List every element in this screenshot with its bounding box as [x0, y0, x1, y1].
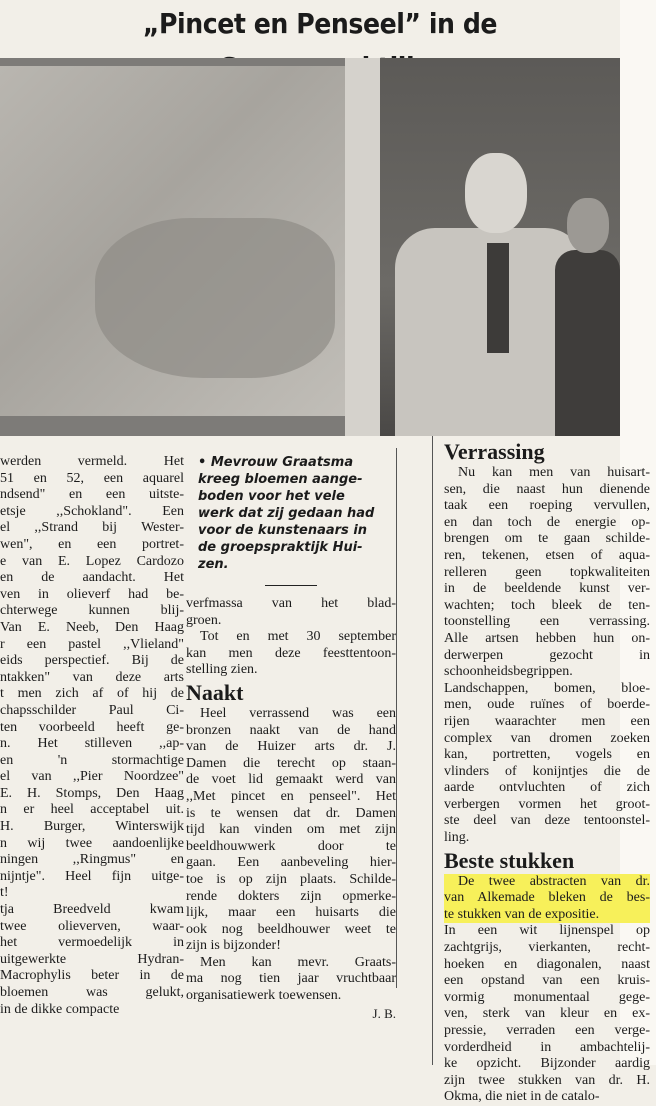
speaker-head	[465, 153, 527, 233]
text-line: tja Breedveld kwam	[0, 902, 184, 918]
text-line: het vermoedelijk in	[0, 935, 184, 951]
text-line: eids perspectief. Bij de	[0, 653, 184, 669]
text-line: etsje ,,Schokland". Een	[0, 503, 184, 519]
text-line: ndsend" en een uitste-	[0, 487, 184, 503]
text-line: r een pastel ,,Vlieland"	[0, 636, 184, 652]
signature: J. B.	[372, 1005, 396, 1021]
text-line: groen.	[186, 612, 222, 628]
text-line: vlinders of konijntjes die de	[444, 763, 650, 779]
text-line: 51 en 52, een aquarel	[0, 470, 184, 486]
text-line: lijk, maar een huisarts die	[186, 905, 396, 921]
text-line: sen, die naast hun dienende	[444, 481, 650, 497]
text-line: rijen waarachter men een	[444, 713, 650, 729]
text-line: voor de kunstenaars in	[198, 523, 368, 538]
text-line: De twee abstracten van dr.	[458, 873, 650, 889]
text-line: ste deel van deze tentoonstel-	[444, 813, 650, 829]
text-line: Heel verrassend was een	[200, 705, 396, 721]
text-line: gaan. Een aanbeveling hier-	[186, 855, 396, 871]
headline: „Pincet en Penseel” in de	[142, 7, 498, 40]
text-line: de voet lid gemaakt werd van	[186, 772, 396, 788]
paragraph-bladgroen	[186, 596, 396, 629]
paragraph-beste-stukken	[444, 923, 650, 1106]
text-line: Van E. Neeb, Den Haag	[0, 619, 184, 635]
text-line: organisatiewerk toewensen.	[186, 988, 342, 1004]
text-line: wen", en een portret-	[0, 536, 184, 552]
text-line: van de Huizer arts dr. J.	[186, 739, 396, 755]
text-line: verfmassa van het blad-	[186, 596, 396, 611]
text-line: vorderdheid in ambachtelij-	[444, 1039, 650, 1055]
text-line: Nu kan men van huisart-	[458, 465, 650, 480]
text-line: tijd kan vinden om met zijn	[186, 822, 396, 838]
column-rule-middle	[396, 448, 397, 988]
text-line: ma nog tien jaar vruchtbaar	[186, 971, 396, 987]
text-line: en de aandacht. Het	[0, 570, 184, 586]
text-line: in de beeldende kunst ver-	[444, 581, 650, 597]
text-line: in de dikke compacte	[0, 1001, 120, 1017]
text-line: Okma, die niet in de catalo-	[444, 1089, 600, 1105]
text-line: aarde ontvluchten of zich	[444, 780, 650, 796]
text-line: twee olieverven, waar-	[0, 918, 184, 934]
text-line: is te wensen dat dr. Damen	[186, 805, 396, 821]
text-line: toonstelling een verrassing.	[444, 614, 650, 630]
text-line: n er heel acceptabel uit.	[0, 802, 184, 818]
text-line: E. H. Stomps, Den Haag	[0, 785, 184, 801]
photo-caption	[186, 454, 396, 573]
column-left	[0, 454, 184, 1018]
text-line: vormig monumentaal gege-	[444, 989, 650, 1005]
text-line: nijntje". Heel fijn uitge-	[0, 868, 184, 884]
text-line: wachten; toch bleek de ten-	[444, 597, 650, 613]
text-line: Damen die terecht op staan-	[186, 755, 396, 771]
paragraph-verrassing	[444, 465, 650, 847]
text-line: uitgewerkte Hydran-	[0, 951, 184, 967]
text-line: kreeg bloemen aange-	[198, 472, 363, 487]
subhead-naakt: Naakt	[186, 679, 244, 705]
column-middle	[186, 454, 396, 1022]
text-line: zen.	[198, 557, 229, 572]
highlighted-paragraph	[444, 874, 650, 924]
bystander-body	[555, 250, 620, 436]
text-line: bronzen naakt van de hand	[186, 722, 396, 738]
column-right	[444, 438, 650, 1106]
paragraph-tot-en-met	[186, 629, 396, 679]
text-line: H. Burger, Winterswijk	[0, 819, 184, 835]
text-line: n. Het stilleven ,,ap-	[0, 736, 184, 752]
text-line: Tot en met 30 september	[200, 629, 396, 645]
text-line: t men zich af of hij de	[0, 686, 184, 702]
text-line: kan men deze feesttentoon-	[186, 645, 396, 661]
photo-bystander	[555, 198, 620, 436]
text-line: beeldhouwwerk door te	[186, 838, 396, 854]
text-line: Men kan mevr. Graats-	[200, 954, 396, 970]
text-line: taak een roeping vervullen,	[444, 498, 650, 514]
bystander-head	[567, 198, 609, 253]
text-line: • Mevrouw Graatsma	[198, 455, 354, 470]
text-line: Alle artsen hebben hun on-	[444, 630, 650, 646]
text-line: ven, sterk van kleur en ex-	[444, 1006, 650, 1022]
text-line: te stukken van de expositie.	[444, 906, 600, 922]
text-line: hoeken en diagonalen, naast	[444, 956, 650, 972]
text-line: derwerpen gezocht in	[444, 647, 650, 663]
speaker-tie	[487, 243, 509, 353]
text-line: van Alkemade bleken de bes-	[444, 890, 650, 906]
text-line: verbergen vormen het groot-	[444, 796, 650, 812]
text-line: rende dokters zijn opmerke-	[186, 888, 396, 904]
text-line: ling.	[444, 830, 470, 846]
column-rule-right	[432, 436, 433, 1065]
text-line: toe is op zijn plaats. Schilde-	[186, 871, 396, 887]
subhead-verrassing: Verrassing	[444, 439, 545, 464]
text-line: boden voor het vele	[198, 489, 345, 504]
text-line: en 'n stormachtige	[0, 752, 184, 768]
text-line: zijn twee stukken van dr. H.	[444, 1072, 650, 1088]
text-line: n wij twee aandoenlijke	[0, 835, 184, 851]
caption-rule	[265, 585, 317, 586]
subhead-beste-stukken: Beste stukken	[444, 847, 575, 873]
text-line: ke opzicht. Bijzonder aardig	[444, 1056, 650, 1072]
photo-frame-edge	[345, 58, 380, 436]
text-line: e van E. Lopez Cardozo	[0, 553, 184, 569]
text-line: werk dat zij gedaan had	[198, 506, 375, 521]
text-line: complex van dromen zoeken	[444, 730, 650, 746]
text-line: schoonheidsbegrippen.	[444, 664, 573, 680]
text-line: t!	[0, 885, 9, 901]
text-line: ven in olieverf had be-	[0, 586, 184, 602]
text-line: bloemen was gelukt,	[0, 985, 184, 1000]
text-line: een opstand van een kruis-	[444, 973, 650, 989]
text-line: de groepspraktijk Hui-	[198, 540, 363, 555]
text-line: el van ,,Pier Noordzee"	[0, 769, 184, 785]
text-line: ,,Met pincet en penseel". Het	[186, 788, 396, 804]
text-line: zijn is bijzonder!	[186, 938, 281, 954]
text-line: relleren geen topkwaliteiten	[444, 564, 650, 580]
text-line: en dan toch de energie op-	[444, 514, 650, 530]
paragraph-graatsma	[186, 955, 396, 1005]
text-line: ook nog beeldhouwer weet te	[186, 921, 396, 937]
text-line: zachtgrijs, vierkanten, recht-	[444, 940, 650, 956]
text-line: ntakken" van deze arts	[0, 669, 184, 685]
text-line: Macrophylis beter in de	[0, 968, 184, 984]
text-line: stelling zien.	[186, 662, 258, 678]
text-line: ningen ,,Ringmus" en	[0, 852, 184, 868]
text-line: brengen om te gaan schilde-	[444, 531, 650, 547]
text-line: men, oude ruïnes of boerde-	[444, 697, 650, 713]
text-line: el ,,Strand bij Wester-	[0, 520, 184, 536]
paragraph-naakt	[186, 706, 396, 955]
text-line: chapsschilder Paul Ci-	[0, 702, 184, 718]
text-line: ren, tekenen, etsen of aqua-	[444, 547, 650, 563]
text-line: In een wit lijnenspel op	[444, 923, 650, 939]
text-line: chterwege kunnen blij-	[0, 603, 184, 619]
article-photo	[0, 58, 620, 436]
text-line: Landschappen, bomen, bloe-	[444, 680, 650, 696]
text-line: ten voorbeeld heeft ge-	[0, 719, 184, 735]
text-line: kan, portretten, vogels en	[444, 747, 650, 763]
photo-painting-shape	[95, 218, 335, 378]
text-line: werden vermeld. Het	[0, 454, 184, 469]
text-line: pressie, verraden een verge-	[444, 1023, 650, 1038]
